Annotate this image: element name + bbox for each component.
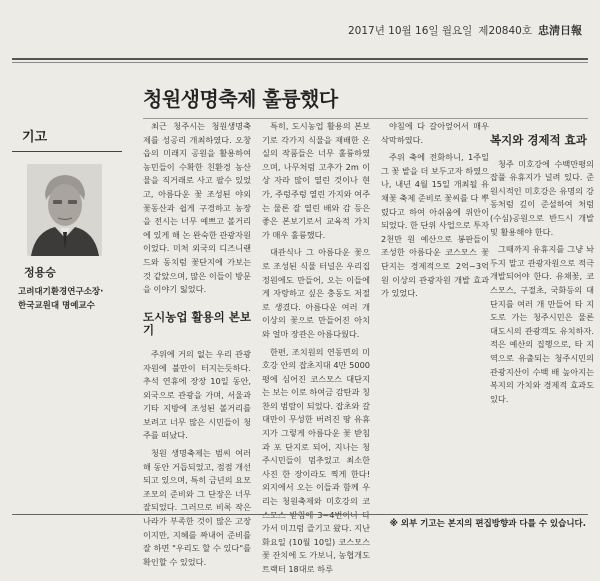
paragraph: 특히, 도시농업 활용의 본보기로 각가지 식물을 재배한 온실의 작품들은 너무 훌륭하였으며, 나무처럼 고추가 2m 이상 자라 많이 열린 것이나 현가, 주렁주렁 열린 가지와 여주는 물론 잘 열린 배와 감 등은 좋은 본보기로서 교육적 가치가 매우 훌륭했다.: [262, 121, 370, 240]
subheading-welfare-economy: 복지와 경제적 효과: [490, 133, 587, 147]
issue-number: 제20840호: [478, 25, 532, 37]
author-affiliation-line-1: 고려대기환경연구소장·: [18, 287, 104, 297]
paragraph: 주위에 거의 없는 우리 관광자원에 불만이 터지는듯하다. 추석 연휴에 장장 10일 동안, 외국으로 관광을 가며, 서울과 기타 지방에 조성된 볼거리를 보려고 너무 많은 시민들이 청주를 떠났다.: [143, 348, 251, 441]
headline-rule: [143, 118, 588, 119]
author-portrait: [27, 164, 102, 256]
article-column-3: [381, 120, 489, 305]
article-column-4: [490, 120, 594, 410]
paragraph: 청주 미호강에 수백만평의 잡풀 유휴지가 널려 있다. 준 원시적인 미호강은 유명의 강동처럼 깊이 준설하여 처럼(수심)공원으로 반드시 개발 및 활용해야 한다.: [490, 158, 594, 237]
masthead-rule-thin: [12, 62, 588, 63]
paragraph: 주위 축에 전화하니, 1주일 그 꽃 밭을 더 보두고자 하였으나, 내년 4월 15일 개최될 유채꽃 축제 준비로 꽃씨를 다 뿌렸다고 하여 아쉬움에 위안이 되었다. 한 단위 사업으로 투자 2천만 원 예산으로 봉판들이 조성한 아름다운 코스모스 꽃단지는 경제적으로 2억~3억 원 이상의 관광자원 개발 효과가 있었다.: [381, 152, 489, 299]
masthead-rule: [12, 58, 588, 60]
newspaper-name: 忠淸日報: [538, 24, 582, 37]
author-affiliation: [18, 285, 126, 313]
footer-rule: [12, 514, 588, 515]
issue-date: 2017년 10월 16일 월요일: [347, 25, 473, 37]
paragraph: 한편, 조치원의 연동면의 미호강 안의 잡초지대 4만 5000평에 심어진 코스모스 대단지는 보는 이로 하여금 감탄과 칭찬의 범람이 되었다. 잡초와 갈대만이 무성한 버려진 땅 유휴지가 그렇게 아름다운 꽃 받침과 포 단지로 되어, 지나는 청주시민들이 멈추었고 최소한 사진 한 장이라도 찍게 한다! 외지에서 오는 이들과 함께 우리는 청원축제와 미호강의 코스모스 받침에 3~4번이나 다 가서 미끄럼 즐기고 왔다. 지난 화요일 (10월 10일) 코스모스꽃 잔치에 도 가보니, 농협개도 트랙터 18대로 하루: [262, 346, 370, 574]
masthead: [348, 22, 582, 38]
author-name: 정용승: [24, 266, 56, 279]
footer-disclaimer: ※ 외부 기고는 본지의 편집방향과 다를 수 있습니다.: [389, 519, 586, 529]
paragraph: 최근 청주시는 청원생명축제를 성공리 개최하였다. 오창읍의 미래지 공원을 활용하여 농민들이 수확한 친환경 농산물을 직거래로 사고 팔수 있었고, 아름다운 꽃 조성된 야외 꽃동산과 쉽게 구경하고 농장을 전시는 너무 예쁘고 볼거리에 있게 해 논 완숙한 관광자원이었다. 미처 외국의 디즈니랜드와 동치럼 꽃단지에 가보는 것 같았으며, 많은 이들이 방문을 이야기 잃었다.: [143, 121, 251, 295]
author-sidebar: [12, 120, 122, 313]
author-affiliation-line-2: 한국교원대 명예교수: [18, 301, 95, 311]
paragraph: 대관식나 그 아름다운 꽃으로 조성된 식물 터널은 우리집 정원에도 만들어, 오는 이들에게 자랑하고 싶은 충동도 저절로 생겼다. 아름다운 여러 개 이상의 꽃으로 만들어진 아치와 얼마 장관은 아름다웠다.: [262, 247, 370, 339]
section-rule: [12, 151, 122, 152]
paragraph: 그때까지 유휴지를 그냥 놔두지 말고 관광자원으로 적극 개발되어야 한다. 유채꽃, 코스모스, 구절초, 국화등의 대단지를 여러 개 만들어 타 지도로 가는 청주시민은 물론 대도시의 관광객도 유치하자. 적은 예산의 집행으로, 타 지역으로 유출되는 청주시민의 관광지산이 수백 배 높아지는 복지의 가치와 경제적 효과도 있다.: [490, 244, 594, 404]
subheading-urban-farming: 도시농업 활용의 본보기: [143, 309, 251, 338]
article-column-2: [262, 120, 370, 581]
paragraph: 청원 생명축제는 범씨 여러 해 동안 거듭되었고, 점점 개선되고 있으며, 특히 금년의 요모조모의 준비와 그 단장은 너무 잘되었다. 그러므로 비록 작은 나라가 부족한 것이 많은 고장이지만, 지혜를 짜내어 준비를 잘 하면 "우리도 할 수 있다"를 확인할 수 있었다.: [143, 448, 251, 567]
paragraph: 야침에 다 갈아엎어서 매우 삭막하였다.: [381, 121, 489, 145]
article-column-1: [143, 120, 251, 573]
section-label: 기고: [22, 130, 48, 145]
article-headline: 청원생명축제 훌륭했다: [143, 87, 338, 111]
